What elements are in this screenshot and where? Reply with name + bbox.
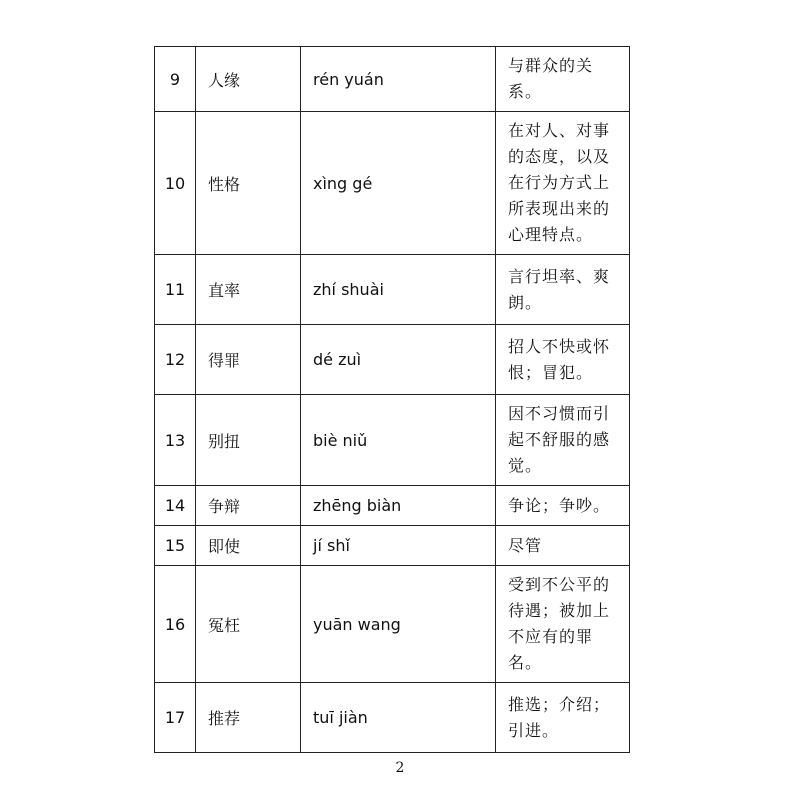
- table-row: [155, 255, 630, 325]
- vocab-definition: 推选；介绍；引进。: [496, 683, 630, 753]
- vocab-pinyin: jí shǐ: [301, 526, 496, 566]
- vocab-definition: 与群众的关系。: [496, 47, 630, 112]
- vocab-word: 冤枉: [196, 566, 301, 683]
- vocab-pinyin: dé zuì: [301, 325, 496, 395]
- table-row: [155, 486, 630, 526]
- vocab-word: 即使: [196, 526, 301, 566]
- row-number: 16: [155, 566, 196, 683]
- table-row: [155, 526, 630, 566]
- row-number: 12: [155, 325, 196, 395]
- table-row: [155, 47, 630, 112]
- vocab-pinyin: rén yuán: [301, 47, 496, 112]
- vocab-definition: 尽管: [496, 526, 630, 566]
- vocab-word: 人缘: [196, 47, 301, 112]
- vocab-word: 争辩: [196, 486, 301, 526]
- table-row: [155, 395, 630, 486]
- table-row: [155, 112, 630, 255]
- row-number: 14: [155, 486, 196, 526]
- vocab-pinyin: zhí shuài: [301, 255, 496, 325]
- vocab-pinyin: biè niǔ: [301, 395, 496, 486]
- vocab-definition: 在对人、对事的态度，以及在行为方式上所表现出来的心理特点。: [496, 112, 630, 255]
- vocab-word: 性格: [196, 112, 301, 255]
- vocab-definition: 招人不快或怀恨；冒犯。: [496, 325, 630, 395]
- row-number: 15: [155, 526, 196, 566]
- table-row: [155, 683, 630, 753]
- vocab-definition: 争论；争吵。: [496, 486, 630, 526]
- vocab-definition: 受到不公平的待遇；被加上不应有的罪名。: [496, 566, 630, 683]
- vocab-definition: 言行坦率、爽朗。: [496, 255, 630, 325]
- row-number: 10: [155, 112, 196, 255]
- vocab-definition: 因不习惯而引起不舒服的感觉。: [496, 395, 630, 486]
- vocabulary-table: [154, 46, 630, 753]
- row-number: 17: [155, 683, 196, 753]
- row-number: 9: [155, 47, 196, 112]
- table-row: [155, 325, 630, 395]
- page-number: 2: [395, 760, 405, 776]
- vocab-word: 别扭: [196, 395, 301, 486]
- vocab-pinyin: yuān wang: [301, 566, 496, 683]
- vocab-pinyin: zhēng biàn: [301, 486, 496, 526]
- row-number: 13: [155, 395, 196, 486]
- vocab-word: 直率: [196, 255, 301, 325]
- vocab-word: 推荐: [196, 683, 301, 753]
- vocab-pinyin: tuī jiàn: [301, 683, 496, 753]
- row-number: 11: [155, 255, 196, 325]
- vocab-word: 得罪: [196, 325, 301, 395]
- vocab-pinyin: xìng gé: [301, 112, 496, 255]
- table-row: [155, 566, 630, 683]
